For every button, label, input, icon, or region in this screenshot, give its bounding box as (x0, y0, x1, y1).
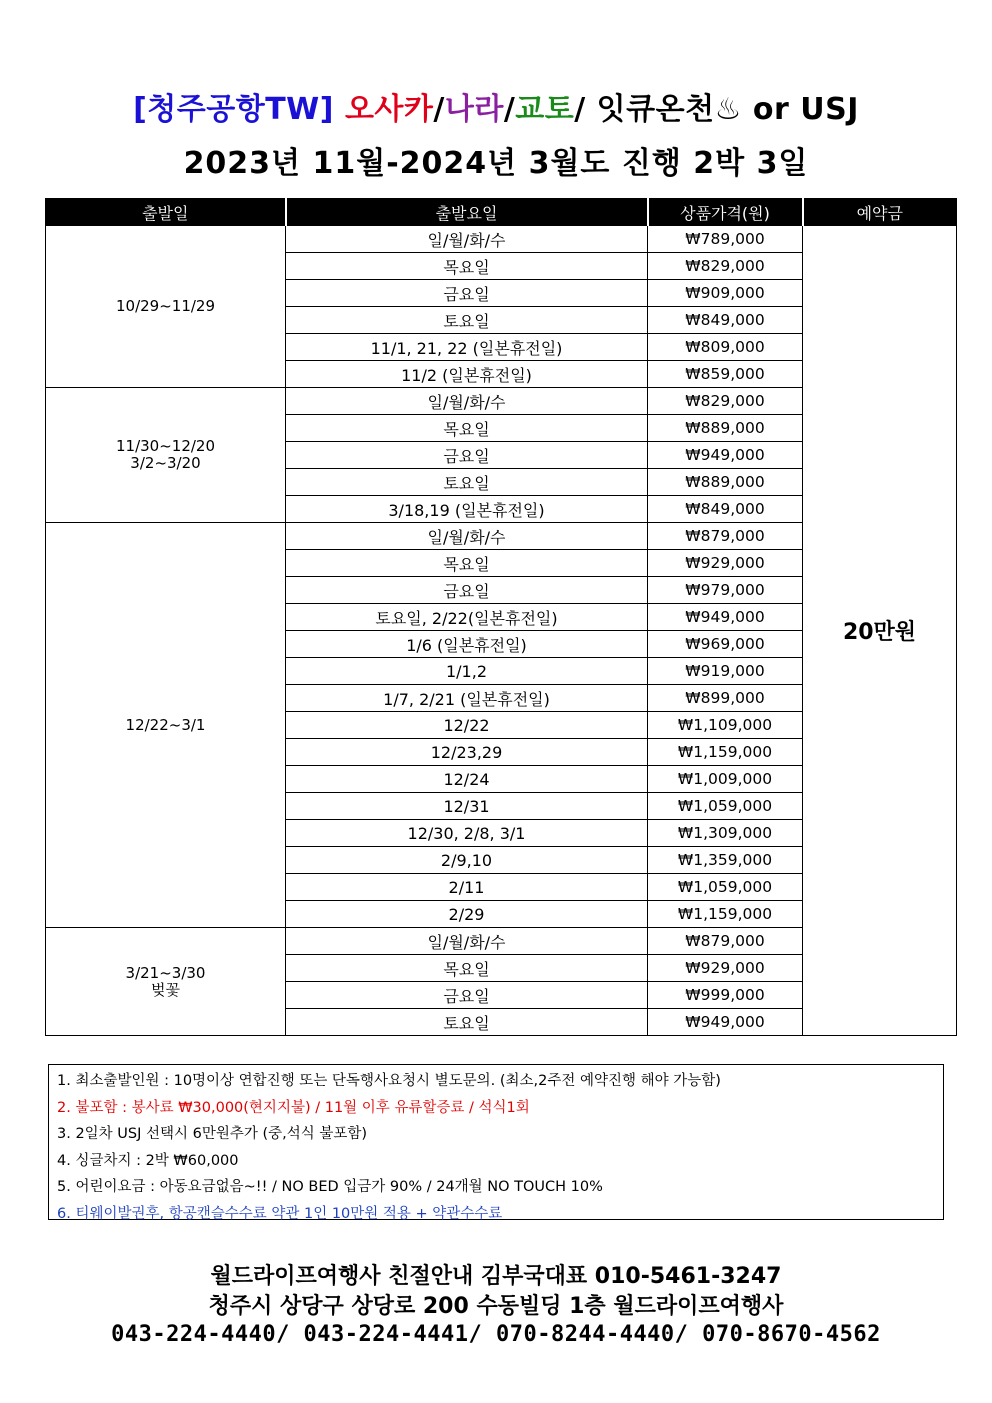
note-item: 1. 최소출발인원 : 10명이상 연합진행 또는 단독행사요청시 별도문의. (최소,2주전 예약진행 해야 가능함) (57, 1073, 721, 1089)
title-sep: / (503, 92, 516, 127)
product-price: ₩829,000 (648, 388, 803, 415)
departure-day: 금요일 (286, 577, 648, 604)
departure-period: 11/30~12/20 3/2~3/20 (46, 388, 286, 523)
departure-day: 금요일 (286, 442, 648, 469)
table-row (46, 226, 957, 253)
departure-day: 일/월/화/수 (286, 388, 648, 415)
title-rest: / 잇큐온천♨ or USJ (574, 92, 859, 127)
note-item: 6. 티웨이발권후, 항공캔슬수수료 약관 1인 10만원 적용 + 약관수수료 (57, 1205, 503, 1222)
departure-day: 토요일 (286, 469, 648, 496)
departure-day: 토요일 (286, 307, 648, 334)
departure-day: 2/9,10 (286, 847, 648, 874)
product-price: ₩999,000 (648, 982, 803, 1009)
product-price: ₩909,000 (648, 280, 803, 307)
price-table-body (46, 226, 957, 1036)
product-price: ₩1,109,000 (648, 712, 803, 739)
note-item: 3. 2일차 USJ 선택시 6만원추가 (중,석식 불포함) (57, 1126, 368, 1142)
departure-period: 12/22~3/1 (46, 523, 286, 928)
note-item: 2. 불포함 : 봉사료 ₩30,000(현지지불) / 11월 이후 유류할증료 / 석식1회 (57, 1099, 530, 1116)
departure-day: 11/2 (일본휴전일) (286, 361, 648, 388)
departure-day: 2/29 (286, 901, 648, 928)
departure-day: 토요일, 2/22(일본휴전일) (286, 604, 648, 631)
departure-day: 목요일 (286, 253, 648, 280)
footer-contact: 월드라이프여행사 친절안내 김부국대표 010-5461-3247 (210, 1264, 782, 1289)
product-price: ₩829,000 (648, 253, 803, 280)
footer-phones: 043-224-4440/ 043-224-4441/ 070-8244-4440/ 070-8670-4562 (111, 1322, 881, 1347)
product-price: ₩1,309,000 (648, 820, 803, 847)
title-kyoto: 교토 (515, 92, 575, 127)
header-deposit: 예약금 (803, 199, 957, 226)
product-price: ₩889,000 (648, 469, 803, 496)
product-price: ₩849,000 (648, 307, 803, 334)
product-price: ₩1,059,000 (648, 874, 803, 901)
product-price: ₩879,000 (648, 928, 803, 955)
table-header-row (46, 199, 957, 226)
departure-day: 목요일 (286, 550, 648, 577)
departure-day: 금요일 (286, 982, 648, 1009)
product-price: ₩919,000 (648, 658, 803, 685)
product-price: ₩949,000 (648, 1009, 803, 1036)
departure-day: 12/24 (286, 766, 648, 793)
header-departure-date: 출발일 (46, 199, 286, 226)
note-item: 4. 싱글차지 : 2박 ₩60,000 (57, 1152, 239, 1169)
product-price: ₩879,000 (648, 523, 803, 550)
page-title (0, 84, 992, 128)
product-price: ₩949,000 (648, 604, 803, 631)
product-price: ₩929,000 (648, 550, 803, 577)
departure-day: 목요일 (286, 955, 648, 982)
price-table (45, 198, 957, 1036)
departure-period: 3/21~3/30 벚꽃 (46, 928, 286, 1036)
departure-day: 1/1,2 (286, 658, 648, 685)
departure-day: 금요일 (286, 280, 648, 307)
departure-day: 1/7, 2/21 (일본휴전일) (286, 685, 648, 712)
departure-day: 12/31 (286, 793, 648, 820)
product-price: ₩1,059,000 (648, 793, 803, 820)
title-airport: [청주공항TW] (133, 92, 334, 127)
product-price: ₩899,000 (648, 685, 803, 712)
product-price: ₩1,009,000 (648, 766, 803, 793)
product-price: ₩849,000 (648, 496, 803, 523)
departure-day: 일/월/화/수 (286, 523, 648, 550)
departure-day: 1/6 (일본휴전일) (286, 631, 648, 658)
page-subtitle: 2023년 11월-2024년 3월도 진행 2박 3일 (183, 146, 809, 181)
departure-day: 토요일 (286, 1009, 648, 1036)
departure-period: 10/29~11/29 (46, 226, 286, 388)
departure-day: 일/월/화/수 (286, 226, 648, 253)
product-price: ₩789,000 (648, 226, 803, 253)
departure-day: 목요일 (286, 415, 648, 442)
title-sep: / (433, 92, 445, 127)
product-price: ₩859,000 (648, 361, 803, 388)
product-price: ₩809,000 (648, 334, 803, 361)
departure-day: 2/11 (286, 874, 648, 901)
departure-day: 일/월/화/수 (286, 928, 648, 955)
product-price: ₩1,159,000 (648, 901, 803, 928)
departure-day: 3/18,19 (일본휴전일) (286, 496, 648, 523)
product-price: ₩929,000 (648, 955, 803, 982)
product-price: ₩969,000 (648, 631, 803, 658)
product-price: ₩979,000 (648, 577, 803, 604)
title-osaka: 오사카 (344, 92, 434, 127)
departure-day: 12/30, 2/8, 3/1 (286, 820, 648, 847)
title-nara: 나라 (444, 92, 504, 127)
note-item: 5. 어린이요금 : 아동요금없음~!! / NO BED 입금가 90% / 24개월 NO TOUCH 10% (57, 1179, 603, 1195)
product-price: ₩889,000 (648, 415, 803, 442)
departure-day: 11/1, 21, 22 (일본휴전일) (286, 334, 648, 361)
deposit-amount: 20만원 (803, 226, 957, 1036)
product-price: ₩949,000 (648, 442, 803, 469)
product-price: ₩1,159,000 (648, 739, 803, 766)
header-price: 상품가격(원) (648, 199, 803, 226)
notes-box (48, 1064, 944, 1220)
departure-day: 12/23,29 (286, 739, 648, 766)
departure-day: 12/22 (286, 712, 648, 739)
header-departure-day: 출발요일 (286, 199, 648, 226)
footer-address: 청주시 상당구 상당로 200 수동빌딩 1층 월드라이프여행사 (208, 1294, 784, 1319)
product-price: ₩1,359,000 (648, 847, 803, 874)
